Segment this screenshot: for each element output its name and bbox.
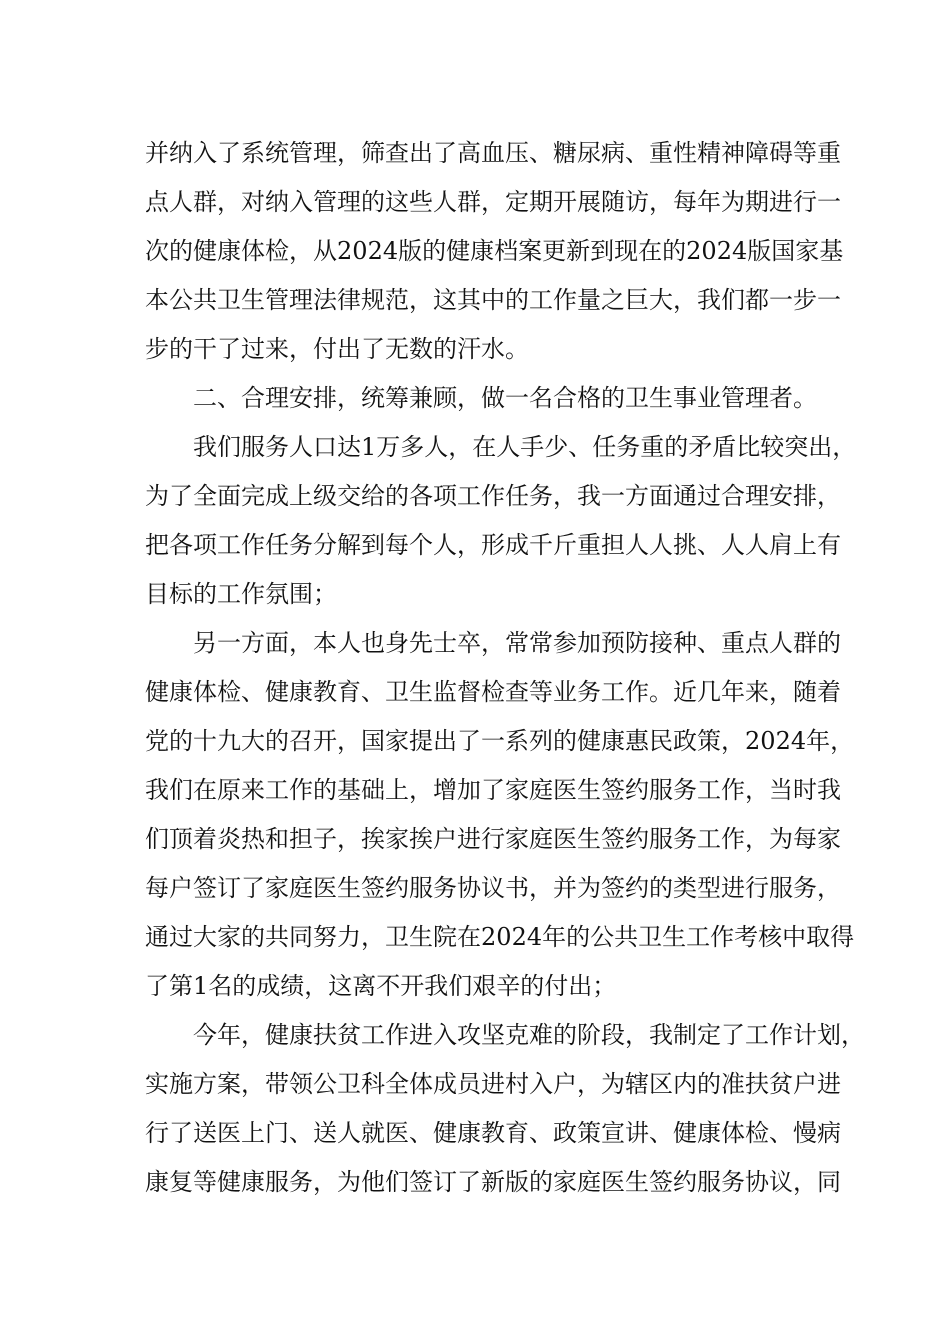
- text-line: 党 的 十 九 大 的 召 开 ， 国 家 提 出 了 一 系 列 的 健 康 惠 民 政 策 ， 2 0 2 4 年 ，: [145, 727, 855, 755]
- text-line: 为 了 全 面 完 成 上 级 交 给 的 各 项 工 作 任 务 ， 我 一 方 面 通 过 合 理 安 排 ，: [145, 482, 841, 510]
- text-line: 我 们 服 务 人 口 达 1 万 多 人 ， 在 人 手 少 、 任 务 重 的 矛 盾 比 较 突 出 ，: [193, 433, 857, 461]
- text-line: 实 施 方 案 ， 带 领 公 卫 科 全 体 成 员 进 村 入 户 ， 为 辖 区 内 的 准 扶 贫 户 进: [145, 1070, 841, 1098]
- text-line: 并 纳 入 了 系 统 管 理 ， 筛 查 出 了 高 血 压 、 糖 尿 病 、 重 性 精 神 障 碍 等 重: [145, 139, 841, 167]
- text-line: 把 各 项 工 作 任 务 分 解 到 每 个 人 ， 形 成 千 斤 重 担 人 人 挑 、 人 人 肩 上 有: [145, 531, 841, 559]
- text-line: 了第1名的成绩，这离不开我们艰辛的付出；: [145, 972, 617, 1000]
- text-line: 目标的工作氛围；: [145, 580, 337, 608]
- text-line: 行 了 送 医 上 门 、 送 人 就 医 、 健 康 教 育 、 政 策 宣 讲 、 健 康 体 检 、 慢 病: [145, 1119, 841, 1147]
- text-line: 点 人 群 ， 对 纳 入 管 理 的 这 些 人 群 ， 定 期 开 展 随 访 ， 每 年 为 期 进 行 一: [145, 188, 841, 216]
- text-line: 健 康 体 检 、 健 康 教 育 、 卫 生 监 督 检 查 等 业 务 工 作 。 近 几 年 来 ， 随 着: [145, 678, 841, 706]
- document-body: [145, 129, 865, 1207]
- text-line: 今 年 ， 健 康 扶 贫 工 作 进 入 攻 坚 克 难 的 阶 段 ， 我 制 定 了 工 作 计 划 ，: [193, 1021, 865, 1049]
- text-line: 另 一 方 面 ， 本 人 也 身 先 士 卒 ， 常 常 参 加 预 防 接 种 、 重 点 人 群 的: [193, 629, 841, 657]
- text-line: 次 的 健 康 体 检 ， 从 2 0 2 4 版 的 健 康 档 案 更 新 到 现 在 的 2 0 2 4 版 国 家 基: [145, 237, 844, 265]
- text-line: 我 们 在 原 来 工 作 的 基 础 上 ， 增 加 了 家 庭 医 生 签 约 服 务 工 作 ， 当 时 我: [145, 776, 841, 804]
- section-heading: 二、合理安排，统筹兼顾，做一名合格的卫生事业管理者。: [193, 384, 817, 412]
- text-line: 通 过 大 家 的 共 同 努 力 ， 卫 生 院 在 2 0 2 4 年 的 公 共 卫 生 工 作 考 核 中 取 得: [145, 923, 855, 951]
- text-line: 们 顶 着 炎 热 和 担 子 ， 挨 家 挨 户 进 行 家 庭 医 生 签 约 服 务 工 作 ， 为 每 家: [145, 825, 841, 853]
- text-line: 本 公 共 卫 生 管 理 法 律 规 范 ， 这 其 中 的 工 作 量 之 巨 大 ， 我 们 都 一 步 一: [145, 286, 841, 314]
- text-line: 每 户 签 订 了 家 庭 医 生 签 约 服 务 协 议 书 ， 并 为 签 约 的 类 型 进 行 服 务 ，: [145, 874, 841, 902]
- text-line: 步的干了过来，付出了无数的汗水。: [145, 335, 529, 363]
- text-line: 康 复 等 健 康 服 务 ， 为 他 们 签 订 了 新 版 的 家 庭 医 生 签 约 服 务 协 议 ， 同: [145, 1168, 841, 1196]
